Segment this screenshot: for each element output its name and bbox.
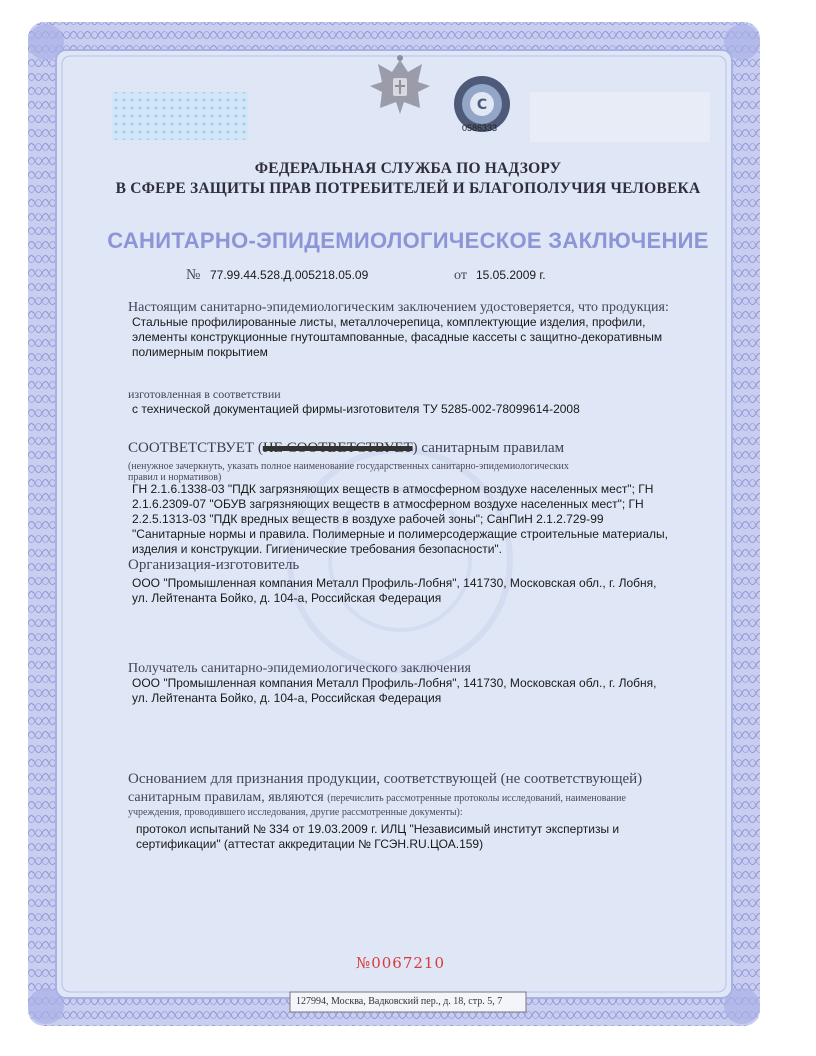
document-title: САНИТАРНО-ЭПИДЕМИОЛОГИЧЕСКОЕ ЗАКЛЮЧЕНИЕ [107,228,709,253]
double-headed-eagle-emblem-icon [364,50,436,122]
basis-line-1: Основанием для признания продукции, соответствующей (не соответствующей) [128,771,643,787]
svg-text:С: С [476,97,488,113]
basis-line-2 [128,790,626,806]
compliance-rules-line-2: 2.1.6.2309-07 "ОБУВ загрязняющих веществ в атмосферном воздухе населенных мест"; ГН [132,497,644,511]
manufactured-value: с технической документацией фирмы-изготовителя ТУ 5285-002-78099614-2008 [132,402,580,416]
basis-value-2: сертификации" (аттестат аккредитации № ГСЭН.RU.ЦОА.159) [136,837,484,851]
date-prefix: от [454,268,467,283]
compliance-rules-line-1: ГН 2.1.6.1338-03 "ПДК загрязняющих веществ в атмосферном воздухе населенных мест"; ГН [132,482,654,496]
agency-line-1: ФЕДЕРАЛЬНАЯ СЛУЖБА ПО НАДЗОРУ [254,160,562,177]
basis-value-1: протокол испытаний № 334 от 19.03.2009 г. ИЛЦ "Независимый институт экспертизы и [136,822,620,836]
footer-address: 127994, Москва, Вадковский пер., д. 18, стр. 5, 7 [296,996,503,1007]
product-line-2: элементы конструкционные гнутоштампованные, фасадные кассеты с защитно-декоративным [132,330,663,344]
compliance-struck-out: НЕ СООТВЕТСТВУЕТ [262,440,413,456]
manufacturer-label: Организация-изготовитель [128,557,300,573]
basis-line-2-main: санитарным правилам, являются [128,790,324,805]
serial-number: №0067210 [356,954,445,972]
basis-line-3: учреждения, проводившего исследования, другие рассмотренные документы): [128,807,463,818]
compliance-rules-line-5: изделия и конструкции. Гигиенические требования безопасности". [132,542,502,556]
basis-line-2-note: (перечислить рассмотренные протоколы исследований, наименование [327,793,626,804]
certificate-date: 15.05.2009 г. [476,268,546,282]
number-prefix: № [186,267,201,283]
manufactured-label: изготовленная в соответствии [128,387,281,401]
compliance-rules-line-4: "Санитарные нормы и правила. Полимерные и полимерсодержащие строительные материалы, [132,527,668,541]
compliance-note-1: (ненужное зачеркнуть, указать полное наименование государственных санитарно-эпидемиологических [128,461,569,472]
product-line-3: полимерным покрытием [132,345,268,359]
manufacturer-line-2: ул. Лейтенанта Бойко, д. 104-а, Российская Федерация [132,591,442,605]
hologram-code: 0586333 [462,123,498,133]
compliance-note-2: правил и нормативов) [128,472,222,483]
agency-line-2: В СФЕРЕ ЗАЩИТЫ ПРАВ ПОТРЕБИТЕЛЕЙ И БЛАГОПОЛУЧИЯ ЧЕЛОВЕКА [115,180,701,197]
compliance-rules-line-3: 2.2.5.1313-03 "ПДК вредных веществ в воздухе рабочей зоны"; СанПиН 2.1.2.729-99 [132,512,604,526]
product-line-1: Стальные профилированные листы, металлочерепица, комплектующие изделия, профили, [132,315,646,329]
certificate-number: 77.99.44.528.Д.005218.05.09 [210,268,369,282]
compliance-line: СООТВЕТСТВУЕТ (НЕ СООТВЕТСТВУЕТ) санитарным правилам [128,440,565,456]
recipient-line-2: ул. Лейтенанта Бойко, д. 104-а, Российская Федерация [132,691,442,705]
manufacturer-line-1: ООО "Промышленная компания Металл Профиль-Лобня", 141730, Московская обл., г. Лобня, [132,576,657,590]
compliance-word: СООТВЕТСТВУЕТ [128,440,255,456]
product-intro: Настоящим санитарно-эпидемиологическим заключением удостоверяется, что продукция: [128,300,669,315]
recipient-label: Получатель санитарно-эпидемиологического заключения [128,661,471,676]
compliance-rest: санитарным правилам [421,440,565,456]
recipient-line-1: ООО "Промышленная компания Металл Профиль-Лобня", 141730, Московская обл., г. Лобня, [132,676,657,690]
